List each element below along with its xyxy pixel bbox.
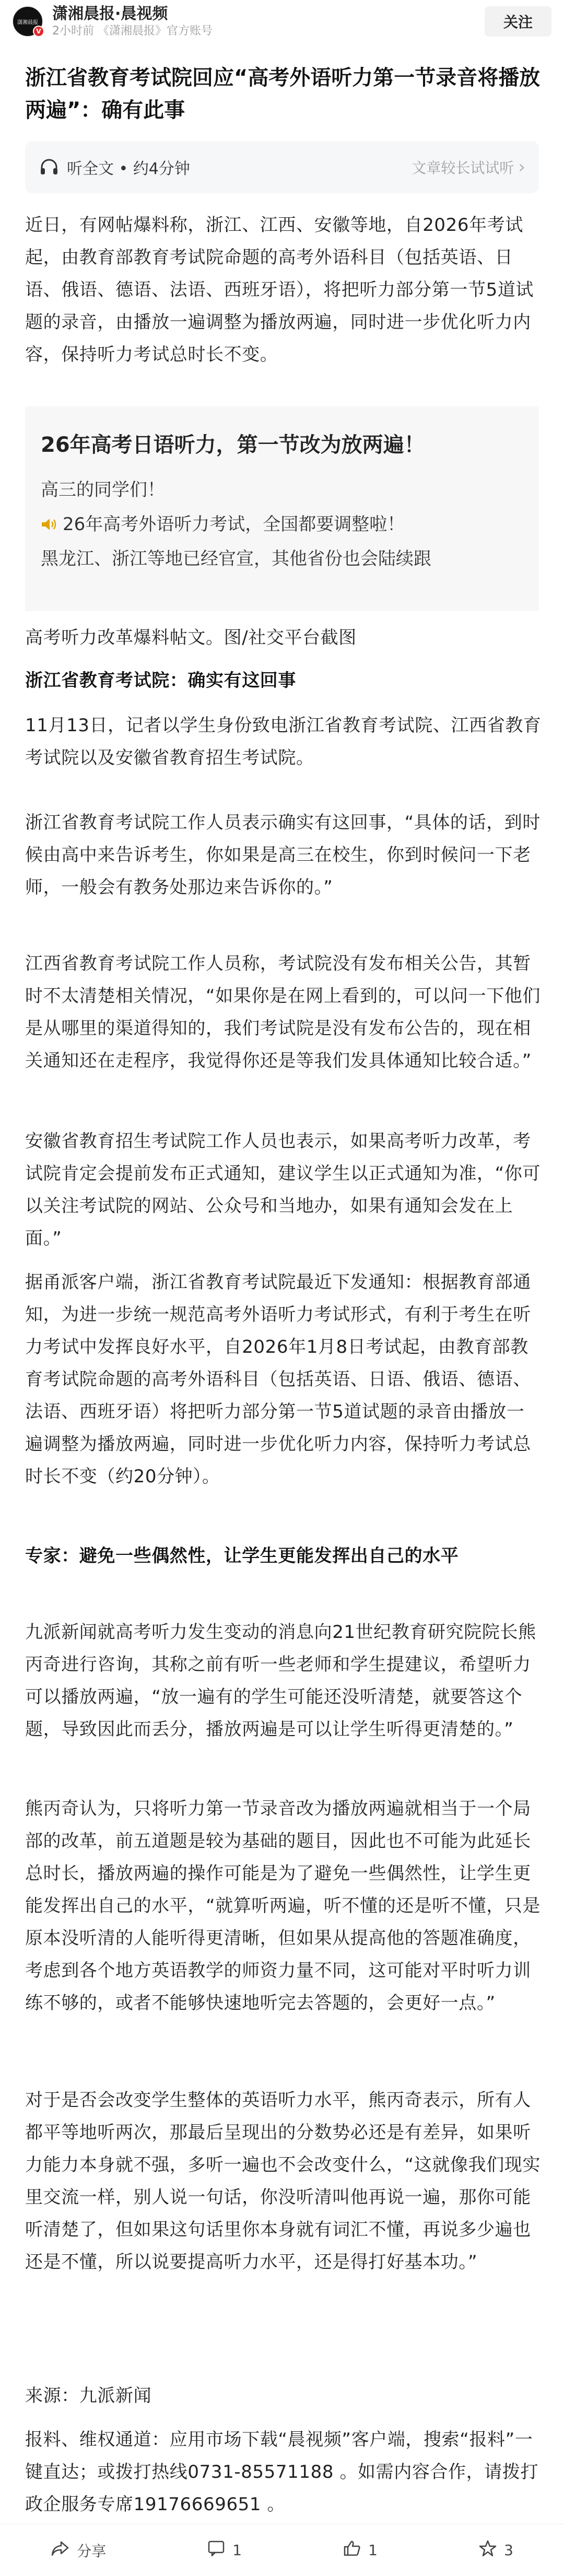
account-info [52,4,485,39]
paragraph-8: 熊丙奇认为，只将听力第一节录音改为播放两遍就相当于一个局部的改革，前五道题是较为基础的题目，因此也不可能为此延长总时长，播放两遍的操作可能是为了避免一些偶然性，让学生更能发挥出自己的水平，“就算听两遍，听不懂的还是听不懂，只是原本没听清的人能听得更清晰，但如果从提高他的答题准确度，考虑到各个地方英语教学的师资力量不同，这可能对平时听力训练不够的，或者不能够快速地听完去答题的，会更好一点。” [25,1798,541,2013]
paragraph-3: 浙江省教育考试院工作人员表示确实有这回事，“具体的话，到时候由高中来告诉考生，你如果是高三在校生，你到时候问一下老师，一般会有教务处那边来告诉你的。” [25,812,541,898]
share-label: 分享 [77,2542,107,2560]
comment-button[interactable] [207,2540,242,2560]
paragraph-1: 近日，有网帖爆料称，浙江、江西、安徽等地，自2026年考试起，由教育部教育考试院命题的高考外语科目（包括英语、日语、俄语、德语、法语、西班牙语），将把听力部分第一节5道试题的录音，由播放一遍调整为播放两遍，同时进一步优化听力内容，保持听力考试总时长不变。 [25,215,534,365]
avatar-logo-text: 潇湘晨报 [17,19,38,26]
headphones-icon [39,157,60,178]
speaker-icon [41,516,57,530]
screenshot-line-1: 高三的同学们！ [41,479,165,500]
share-button[interactable] [51,2540,106,2561]
favorite-count: 3 [504,2542,513,2559]
post-meta: 2小时前 《潇湘晨报》官方账号 [52,25,213,38]
comment-count: 1 [232,2542,242,2559]
bottom-action-bar [0,2524,564,2576]
account-name[interactable]: 潇湘晨报·晨视频 [52,5,168,23]
listen-hint: 文章较长试试听 [412,159,514,177]
listen-label: 听全文 • 约4分钟 [67,160,190,178]
share-icon [51,2540,69,2560]
like-count: 1 [368,2542,378,2559]
screenshot-line-2-row [41,510,405,535]
image-caption: 高考听力改革爆料帖文。图/社交平台截图 [25,627,357,648]
article-header [0,0,564,43]
star-icon [479,2540,497,2560]
paragraph-7: 九派新闻就高考听力发生变动的消息向21世纪教育研究院院长熊丙奇进行咨询，其称之前有听一些老师和学生提建议，希望听力可以播放两遍，“放一遍有的学生可能还没听清楚，就要答这个题，导致因此而丢分，播放两遍是可以让学生听得更清楚的。” [25,1622,536,1740]
section-heading-1: 浙江省教育考试院：确实有这回事 [25,670,296,691]
screenshot-line-3: 黑龙江、浙江等地已经官宣，其他省份也会陆续跟 [41,548,431,569]
favorite-button[interactable] [479,2540,513,2560]
paragraph-5: 安徽省教育招生考试院工作人员也表示，如果高考听力改革，考试院肯定会提前发布正式通知，建议学生以正式通知为准，“你可以关注考试院的网站、公众号和当地办，如果有通知会发在上面。” [25,1131,541,1249]
source-line: 来源：九派新闻 [25,2385,152,2406]
paragraph-10: 报料、维权通道：应用市场下载“晨视频”客户端，搜索“报料”一键直达；或拨打热线0731-85571188 。如需内容合作，请拨打政企服务专席19176669651 。 [25,2429,539,2515]
follow-button[interactable]: 关注 [485,6,551,37]
chevron-right-icon: › [518,157,525,178]
thumbs-up-icon [343,2540,361,2560]
paragraph-4: 江西省教育考试院工作人员称，考试院没有发布相关公告，其暂时不太清楚相关情况，“如果你是在网上看到的，可以问一下他们是从哪里的渠道得知的，我们考试院是没有发布公告的，现在相关通知还在走程序，我觉得你还是等我们发具体通知比较合适。” [25,953,541,1071]
paragraph-6: 据甬派客户端，浙江省教育考试院最近下发通知：根据教育部通知，为进一步统一规范高考外语听力考试形式，有利于考生在听力考试中发挥良好水平，自2026年1月8日考试起，由教育部教育考试院命题的高考外语科目（包括英语、日语、俄语、德语、法语、西班牙语）将把听力部分第一节5道试题的录音由播放一遍调整为播放两遍，同时进一步优化听力内容，保持听力考试总时长不变（约20分钟）。 [25,1272,531,1487]
paragraph-2: 11月13日，记者以学生身份致电浙江省教育考试院、江西省教育考试院以及安徽省教育招生考试院。 [25,715,542,768]
listen-full-text-bar[interactable] [25,141,539,193]
article-title: 浙江省教育考试院回应“高考外语听力第一节录音将播放两遍”：确有此事 [25,66,540,122]
paragraph-9: 对于是否会改变学生整体的英语听力水平，熊丙奇表示，所有人都平等地听两次，那最后呈现出的分数势必还是有差异，如果听力能力本身就不强，多听一遍也不会改变什么，“这就像我们现实里交流一样，别人说一句话，你没听清叫他再说一遍，那你可能听清楚了，但如果这句话里你本身就有词汇不懂，再说多少遍也还是不懂，所以说要提高听力水平，还是得打好基本功。” [25,2090,541,2273]
section-heading-2: 专家：避免一些偶然性，让学生更能发挥出自己的水平 [25,1545,459,1566]
screenshot-line-2: 26年高考外语听力考试，全国都要调整啦！ [63,514,405,535]
account-avatar[interactable] [13,6,43,37]
verified-badge-icon: V [33,26,44,37]
like-button[interactable] [343,2540,378,2560]
comment-icon [207,2540,225,2560]
screenshot-title: 26年高考日语听力，第一节改为放两遍！ [41,433,425,457]
embedded-screenshot[interactable] [25,406,539,611]
